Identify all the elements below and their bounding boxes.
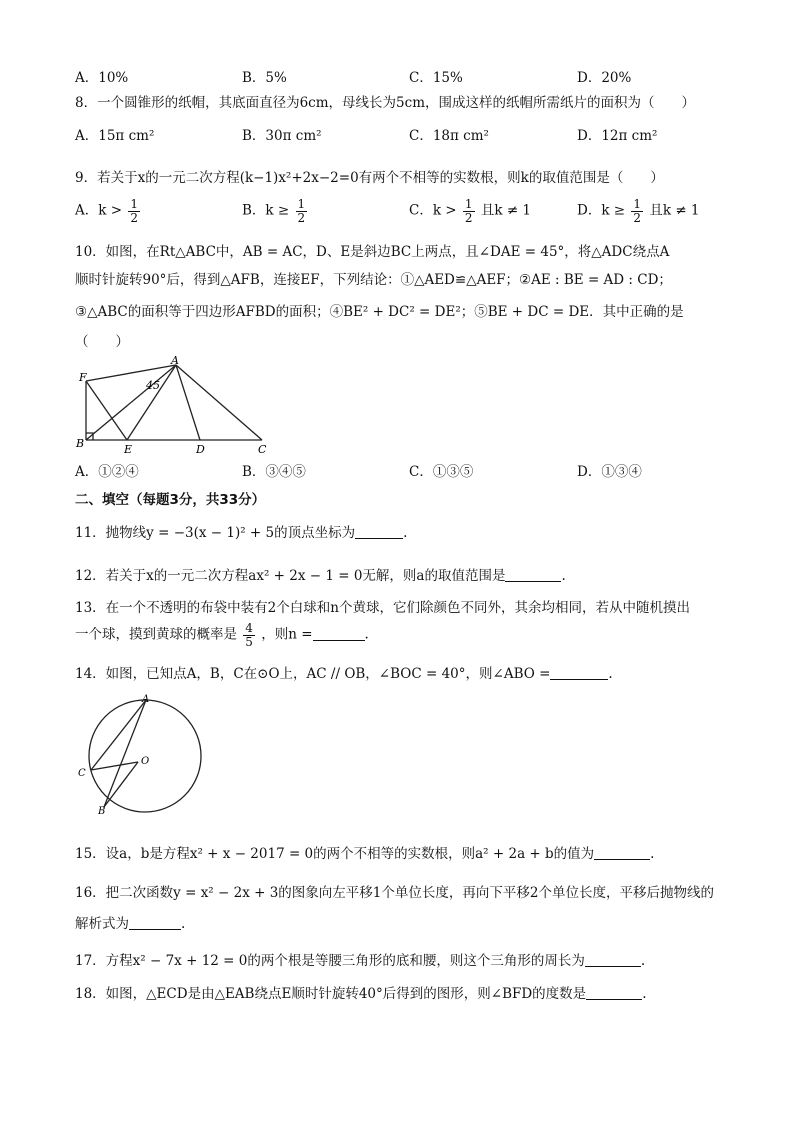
q9-d-post: 且k ≠ 1	[649, 202, 700, 219]
q13-period: .	[364, 626, 369, 643]
q11	[75, 521, 407, 541]
line-oc	[91, 762, 138, 770]
q9-d-fraction	[631, 198, 643, 224]
q15-answer-blank[interactable]	[594, 845, 650, 860]
q10-option-c: C．①③⑤	[409, 464, 474, 480]
q9-d-den: 2	[633, 210, 642, 225]
q9-c-den: 2	[464, 210, 473, 225]
q9-stem: 9．若关于x的一元二次方程(k−1)x²+2x−2=0有两个不相等的实数根，则k的取值范围是（ ）	[75, 170, 664, 186]
q10-figure	[72, 355, 272, 455]
q12	[75, 564, 566, 584]
line-ob	[104, 762, 138, 807]
q9-c-post: 且k ≠ 1	[480, 202, 532, 219]
q10-line-2: 顺时针旋转90°后，得到△AFB，连接EF，下列结论：①△AED≌△AEF；②AE : BE = AD : CD；	[75, 272, 672, 288]
q12-answer-blank[interactable]	[505, 567, 561, 582]
q9-option-a	[75, 198, 142, 224]
q10-option-b: B．③④⑤	[242, 464, 306, 480]
q9-b-num: 1	[297, 197, 306, 211]
q15	[75, 842, 654, 862]
q13-answer-blank[interactable]	[313, 626, 365, 641]
q16-stem: 解析式为	[75, 916, 129, 932]
q9-b-text: B．k ≥	[242, 202, 290, 219]
q15-period: .	[650, 846, 655, 862]
q18-period: .	[642, 986, 647, 1002]
q9-a-den: 2	[130, 210, 138, 225]
q8-option-c: C．18π cm²	[409, 128, 489, 144]
q9-option-d	[577, 198, 700, 224]
label-c: C	[78, 768, 86, 779]
q9-c-num: 1	[464, 197, 473, 211]
line-ac	[91, 700, 146, 770]
label-angle: 45	[146, 379, 160, 392]
q14-period: .	[608, 666, 613, 682]
label-o: O	[141, 756, 150, 767]
q16-line-1: 16．把二次函数y = x² − 2x + 3的图象向左平移1个单位长度，再向下平移2个单位长度，平移后抛物线的	[75, 885, 714, 901]
q7-option-b: B．5%	[242, 70, 287, 86]
q16-line-2	[75, 912, 185, 932]
q8-option-d: D．12π cm²	[577, 128, 658, 144]
section-fill-blank-title: 二、填空（每题3分，共33分）	[75, 492, 266, 508]
q14-answer-blank[interactable]	[550, 665, 608, 680]
q18-answer-blank[interactable]	[586, 985, 642, 1000]
q13-den: 5	[245, 634, 253, 649]
q18	[75, 982, 646, 1002]
q17-stem: 17．方程x² − 7x + 12 = 0的两个根是等腰三角形的底和腰，则这个三角形的周长为	[75, 953, 585, 969]
label-e: E	[124, 443, 133, 455]
q13-pre: 一个球，摸到黄球的概率是	[75, 626, 237, 643]
q13-fraction	[243, 622, 255, 648]
label-b: B	[98, 806, 106, 817]
q7-option-a: A．10%	[75, 70, 129, 86]
q9-option-c	[409, 198, 531, 224]
q9-c-fraction	[463, 198, 475, 224]
q15-stem: 15．设a，b是方程x² + x − 2017 = 0的两个不相等的实数根，则a² + 2a + b的值为	[75, 846, 595, 862]
q14-stem: 14．如图，已知点A，B，C在⊙O上，AC // OB，∠BOC = 40°，则∠ABO =	[75, 666, 551, 682]
q11-period: .	[403, 525, 408, 541]
q9-option-b	[242, 198, 309, 224]
q14-figure	[70, 692, 205, 817]
q13-line-2	[75, 622, 369, 648]
q11-answer-blank[interactable]	[355, 524, 403, 539]
q8-stem: 8．一个圆锥形的纸帽，其底面直径为6cm，母线长为5cm，围成这样的纸帽所需纸片的面积为（ ）	[75, 95, 695, 111]
q12-stem: 12．若关于x的一元二次方程ax² + 2x − 1 = 0无解，则a的取值范围是	[75, 568, 506, 584]
q10-option-d: D．①③④	[577, 464, 642, 480]
q9-a-fraction	[128, 198, 140, 224]
q16-period: .	[181, 916, 186, 932]
q9-d-text: D．k ≥	[577, 202, 626, 219]
q9-b-den: 2	[297, 210, 306, 225]
q11-stem: 11．抛物线y = −3(x − 1)² + 5的顶点坐标为	[75, 525, 356, 541]
q17	[75, 949, 645, 969]
q12-period: .	[561, 568, 566, 584]
q8-option-a: A．15π cm²	[75, 128, 155, 144]
q10-line-1: 10．如图，在Rt△ABC中，AB = AC，D、E是斜边BC上两点，且∠DAE = 45°，将△ADC绕点A	[75, 244, 670, 260]
line-ac	[176, 365, 262, 440]
line-ae	[127, 365, 176, 440]
q7-option-c: C．15%	[409, 70, 463, 86]
q13-num: 4	[245, 621, 253, 635]
q10-option-a: A．①②④	[75, 464, 139, 480]
q9-a-num: 1	[130, 197, 138, 211]
q13-line-1: 13．在一个不透明的布袋中装有2个白球和n个黄球，它们除颜色不同外，其余均相同，若从中随机摸出	[75, 600, 690, 616]
label-a: A	[142, 694, 150, 705]
q9-d-num: 1	[633, 197, 642, 211]
label-c: C	[258, 443, 267, 455]
label-a: A	[171, 355, 179, 367]
q16-answer-blank[interactable]	[129, 915, 181, 930]
q13-post: ，则n =	[261, 626, 313, 643]
label-d: D	[196, 443, 205, 455]
q18-stem: 18．如图，△ECD是由△EAB绕点E顺时针旋转40°后得到的图形，则∠BFD的度数是	[75, 986, 587, 1002]
line-ab	[86, 365, 176, 440]
q9-b-fraction	[296, 198, 308, 224]
q10-line-3: ③△ABC的面积等于四边形AFBD的面积；④BE² + DC² = DE²；⑤BE + DC = DE．其中正确的是	[75, 304, 684, 320]
label-b: B	[76, 437, 85, 450]
q10-line-4: （ ）	[75, 334, 129, 350]
q8-option-b: B．30π cm²	[242, 128, 322, 144]
line-fa	[86, 365, 176, 381]
q7-option-d: D．20%	[577, 70, 632, 86]
q17-period: .	[640, 953, 646, 969]
q14	[75, 662, 613, 682]
q9-c-text: C．k >	[409, 202, 457, 219]
q17-answer-blank[interactable]	[585, 952, 641, 967]
line-ab	[104, 700, 146, 807]
label-f: F	[79, 371, 87, 384]
q9-a-text: A．k >	[75, 202, 123, 219]
